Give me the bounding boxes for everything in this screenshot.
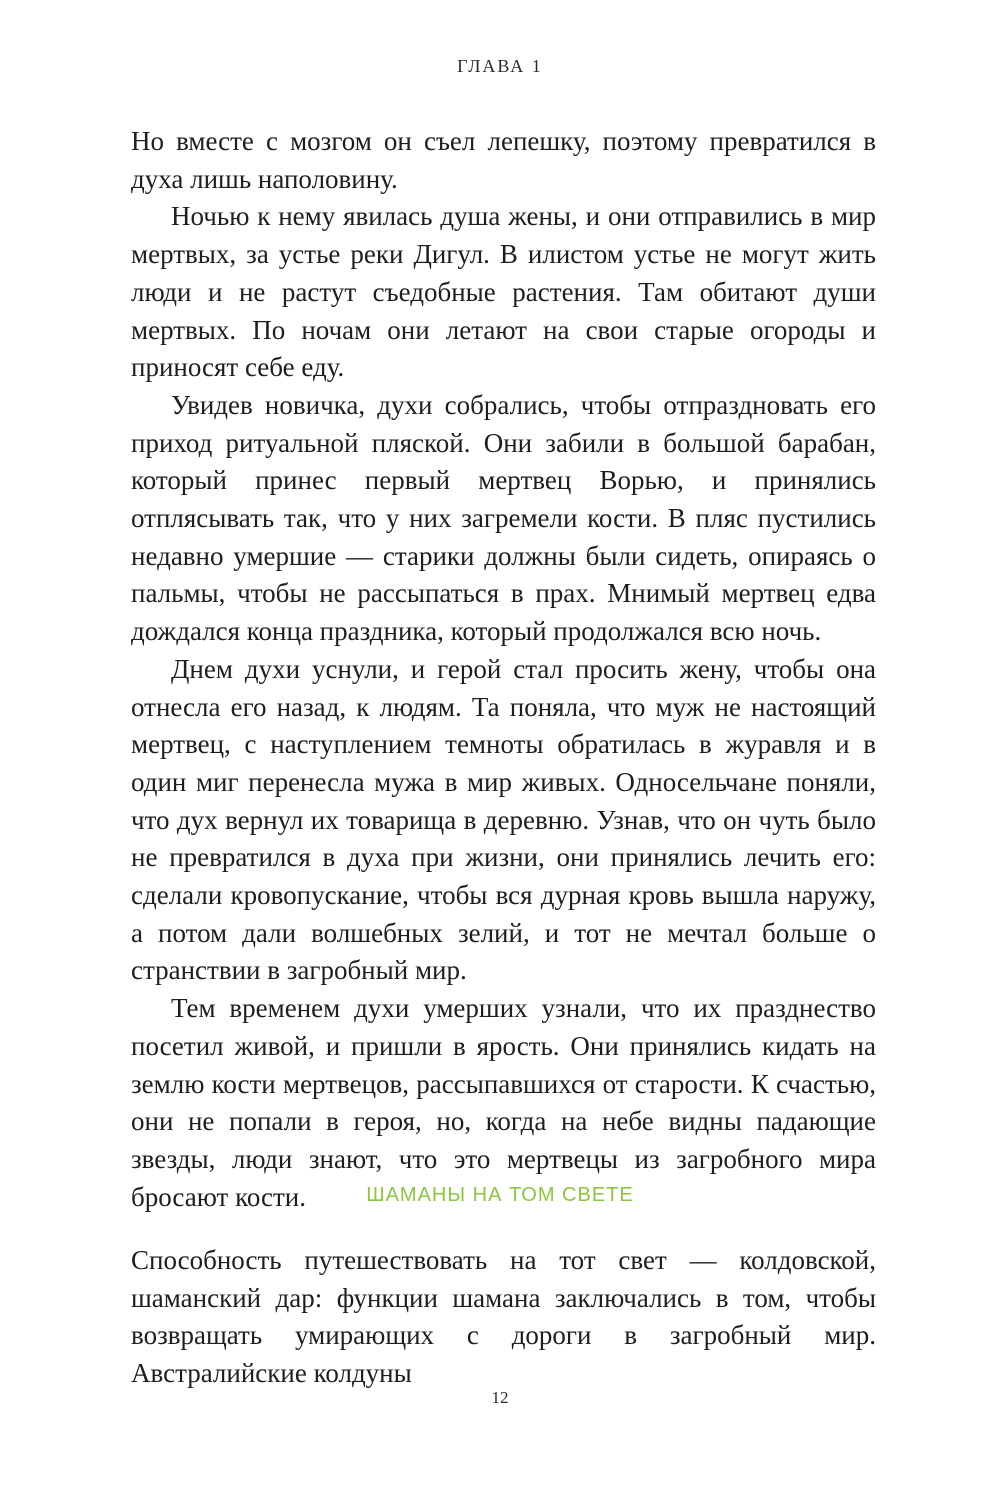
page-number: 12 <box>491 1388 509 1407</box>
paragraph: Тем временем духи умерших узнали, что их празднество посетил живой, и пришли в ярость. Они принялись кидать на землю кости мертвецов, рассыпавшихся от старости. К счастью, они не попали в героя, но, когда на небе видны падающие звезды, люди знают, что это мертвецы из загробного мира бросают кости. <box>131 993 876 1212</box>
paragraph: Ночью к нему явилась душа жены, и они отправились в мир мертвых, за устье реки Дигул. В илистом устье не могут жить люди и не растут съедобные растения. Там обитают души мертвых. По ночам они летают на свои старые огороды и приносят себе еду. <box>131 201 876 383</box>
section-heading: ШАМАНЫ НА ТОМ СВЕТЕ <box>366 1184 634 1206</box>
running-head: ГЛАВА 1 <box>457 56 543 76</box>
paragraph: Днем духи уснули, и герой стал просить жену, чтобы она отнесла его назад, к людям. Та поняла, что муж не настоящий мертвец, с наступлением темноты обратилась в журавля и в один миг перенесла мужа в мир живых. Односельчане поняли, что дух вернул их товарища в деревню. Узнав, что он чуть было не превратился в духа при жизни, они принялись лечить его: сделали кровопускание, чтобы вся дурная кровь вышла наружу, а потом дали волшебных зелий, и тот не мечтал больше о странствии в загробный мир. <box>131 653 876 986</box>
paragraph: Способность путешествовать на тот свет — колдовской, шаманский дар: функции шамана заключались в том, чтобы возвращать умирающих с дороги в загробный мир. Австралийские колдуны <box>131 1245 876 1389</box>
paragraph: Но вместе с мозгом он съел лепешку, поэтому превратился в духа лишь наполовину. <box>131 126 876 194</box>
section-text <box>131 1242 876 1393</box>
paragraph: Увидев новичка, духи собрались, чтобы отпраздновать его приход ритуальной пляской. Они забили в большой барабан, который принес первый мертвец Ворью, и принялись отплясывать так, что у них загремели кости. В пляс пустились недавно умершие — старики должны были сидеть, опираясь о пальмы, чтобы не рассыпаться в прах. Мнимый мертвец едва дождался конца праздника, который продолжался всю ночь. <box>131 389 876 647</box>
chapter-text <box>131 123 876 1216</box>
